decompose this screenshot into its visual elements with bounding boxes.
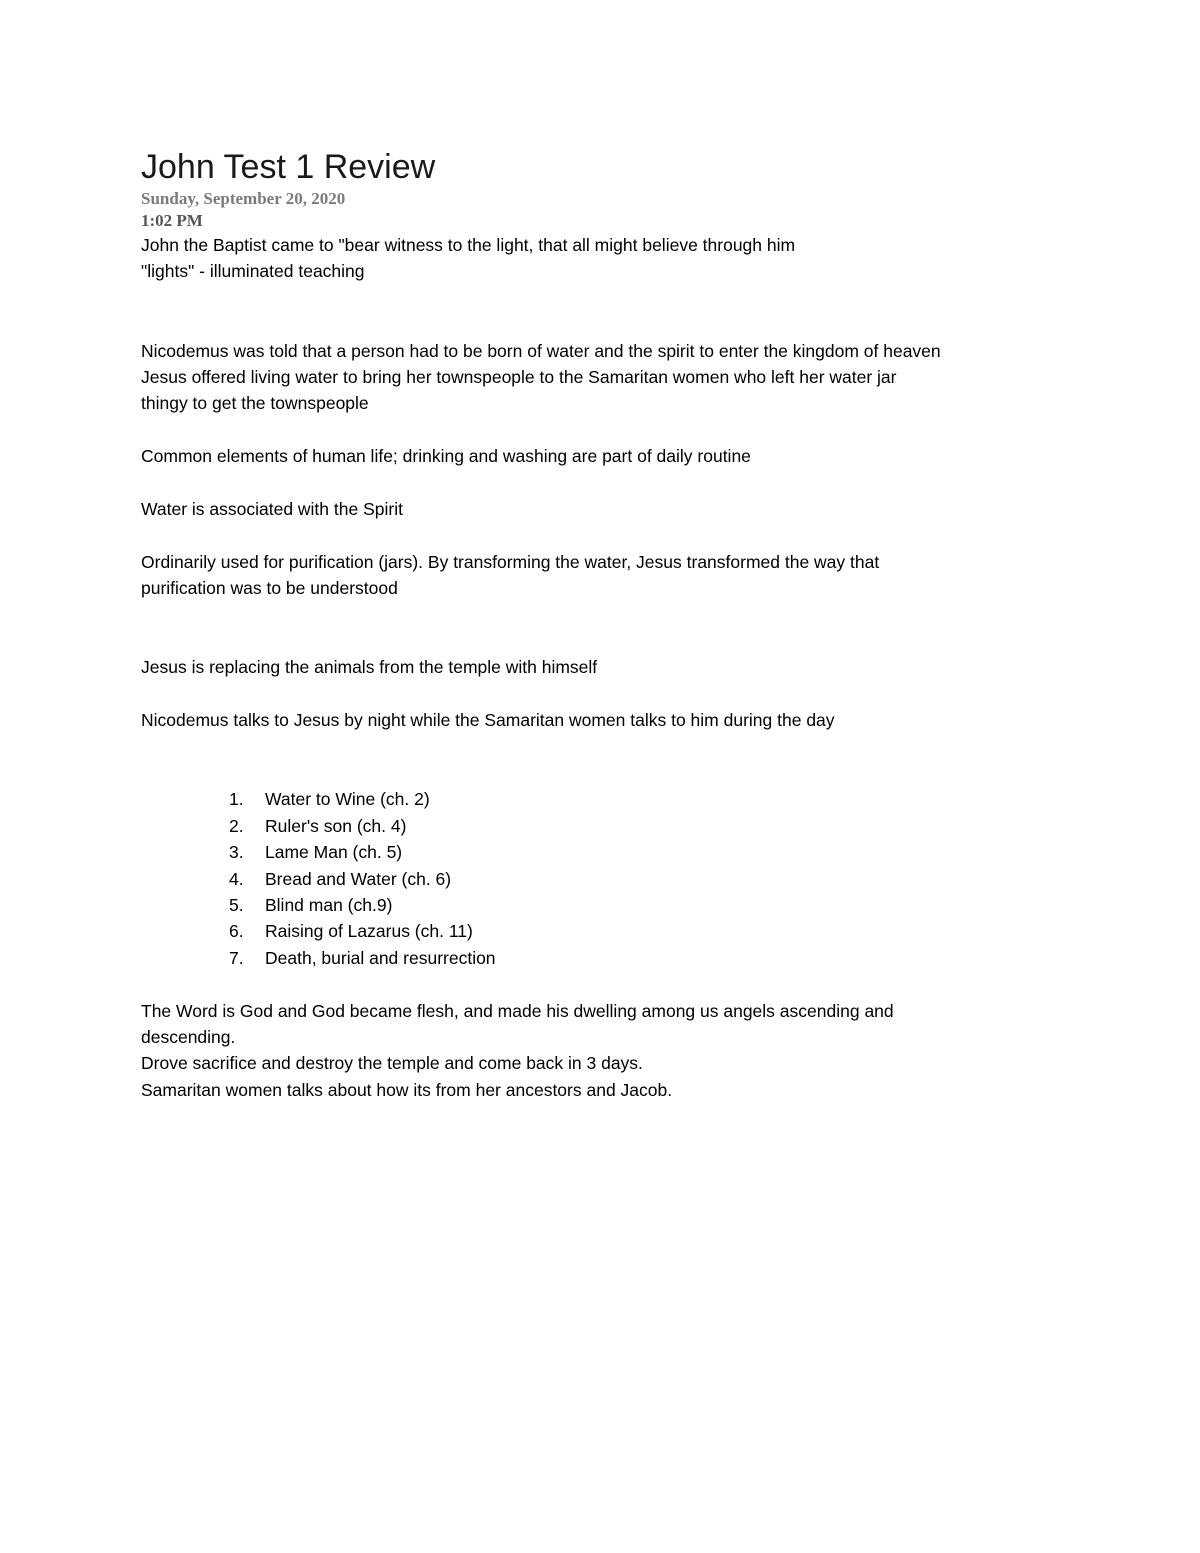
list-number: 2. (229, 815, 244, 836)
note-date: Sunday, September 20, 2020 (141, 189, 346, 208)
list-item-text: Water to Wine (ch. 2) (265, 789, 430, 810)
page-title: John Test 1 Review (141, 148, 436, 186)
spacer (141, 971, 1101, 997)
note-line: Water is associated with the Spirit (141, 499, 403, 520)
list-number: 5. (229, 895, 244, 916)
note-line: Jesus is replacing the animals from the temple with himself (141, 657, 598, 678)
note-line: John the Baptist came to "bear witness to the light, that all might believe through him (141, 235, 796, 255)
spacer (141, 681, 1101, 707)
list-item (141, 813, 1101, 839)
note-line: Common elements of human life; drinking and washing are part of daily routine (141, 446, 751, 467)
note-line: descending. (141, 1027, 236, 1048)
list-number: 1. (229, 789, 244, 810)
list-item (141, 839, 1101, 865)
note-line: Samaritan women talks about how its from her ancestors and Jacob. (141, 1079, 673, 1100)
list-item (141, 918, 1101, 944)
note-line: purification was to be understood (141, 578, 398, 599)
list-item (141, 866, 1101, 892)
list-item (141, 945, 1101, 971)
note-line: Nicodemus was told that a person had to be born of water and the spirit to enter the kingdom of heaven (141, 340, 941, 361)
note-content (141, 146, 1101, 1103)
signs-list (141, 786, 1101, 971)
note-line: Nicodemus talks to Jesus by night while the Samaritan women talks to him during the day (141, 710, 835, 731)
spacer (141, 285, 1101, 338)
list-number: 3. (229, 842, 244, 863)
list-item (141, 892, 1101, 918)
list-number: 7. (229, 947, 244, 968)
note-time: 1:02 PM (141, 211, 203, 230)
spacer (141, 470, 1101, 496)
spacer (141, 522, 1101, 548)
list-item-text: Raising of Lazarus (ch. 11) (265, 921, 473, 942)
list-item-text: Ruler's son (ch. 4) (265, 815, 407, 836)
list-item (141, 786, 1101, 812)
list-number: 6. (229, 921, 244, 942)
list-item-text: Death, burial and resurrection (265, 947, 496, 968)
spacer (141, 734, 1101, 787)
note-line: "lights" - illuminated teaching (141, 261, 365, 282)
note-line: thingy to get the townspeople (141, 393, 369, 414)
note-line: Drove sacrifice and destroy the temple and come back in 3 days. (141, 1053, 643, 1074)
note-line: The Word is God and God became flesh, and made his dwelling among us angels ascending and (141, 1000, 894, 1021)
spacer (141, 417, 1101, 443)
list-number: 4. (229, 868, 244, 889)
list-item-text: Bread and Water (ch. 6) (265, 868, 452, 889)
list-item-text: Blind man (ch.9) (265, 895, 393, 916)
list-item-text: Lame Man (ch. 5) (265, 842, 403, 863)
note-line: Jesus offered living water to bring her townspeople to the Samaritan women who left her water jar (141, 367, 897, 388)
note-line: Ordinarily used for purification (jars). By transforming the water, Jesus transformed the way that (141, 551, 880, 572)
spacer (141, 602, 1101, 655)
